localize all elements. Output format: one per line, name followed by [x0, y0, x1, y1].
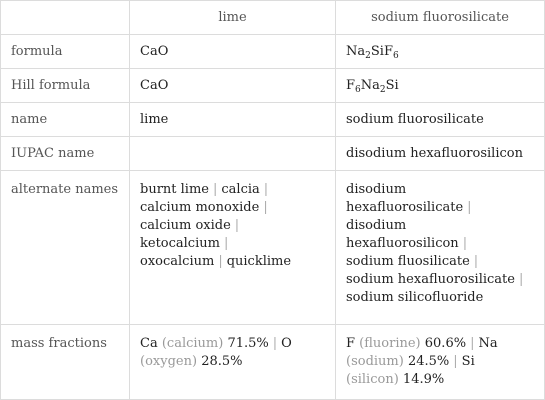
row-label-hill-formula: Hill formula — [1, 69, 130, 103]
separator: | — [473, 254, 479, 269]
lime-iupac-name — [130, 137, 336, 171]
element-symbol: O — [281, 336, 292, 351]
alt-name: sodium hexafluorosilicate — [346, 272, 515, 287]
element-symbol: Na — [478, 336, 498, 351]
row-label-mass-fractions: mass fractions — [1, 325, 130, 400]
element-symbol: F — [346, 336, 356, 351]
separator: | — [263, 182, 269, 197]
separator: | — [470, 336, 475, 351]
separator: | — [462, 236, 468, 251]
alt-name: disodium hexafluorosilicon — [346, 218, 459, 251]
element-symbol: Ca — [140, 336, 158, 351]
lime-name: lime — [130, 103, 336, 137]
sodium-alternate-names — [336, 171, 545, 325]
mass-fraction-value: 14.9% — [402, 372, 445, 387]
sodium-formula: $Na_2SiF_6$ — [336, 35, 545, 69]
element-name: (oxygen) — [140, 354, 198, 369]
alt-name: calcium monoxide — [140, 200, 260, 215]
lime-formula: CaO — [130, 35, 336, 69]
separator: | — [453, 354, 458, 369]
table-row — [1, 35, 545, 69]
sodium-mass-fractions — [336, 325, 545, 400]
table-row — [1, 171, 545, 325]
lime-mass-fractions — [130, 325, 336, 400]
mass-fraction-value: 28.5% — [201, 354, 243, 369]
separator: | — [223, 236, 229, 251]
corner-cell — [1, 1, 130, 35]
element-name: (silicon) — [346, 372, 399, 387]
lime-hill-formula: CaO — [130, 69, 336, 103]
sodium-name: sodium fluorosilicate — [336, 103, 545, 137]
table-row — [1, 69, 545, 103]
mass-fraction-value: 24.5% — [407, 354, 450, 369]
column-header-lime: lime — [130, 1, 336, 35]
alt-name: sodium fluosilicate — [346, 254, 470, 269]
table-row — [1, 103, 545, 137]
row-label-iupac-name: IUPAC name — [1, 137, 130, 171]
separator: | — [218, 254, 223, 269]
row-label-name: name — [1, 103, 130, 137]
element-name: (fluorine) — [359, 336, 421, 351]
separator: | — [467, 200, 472, 215]
separator: | — [212, 182, 218, 197]
mass-fraction-value: 60.6% — [424, 336, 467, 351]
alt-name: quicklime — [226, 254, 292, 269]
alt-name: calcia — [221, 182, 260, 197]
table-row — [1, 325, 545, 400]
alt-name: disodium hexafluorosilicate — [346, 182, 464, 215]
separator: | — [518, 272, 524, 287]
sodium-hill-formula: $F_6Na_2Si$ — [336, 69, 545, 103]
alt-name: calcium oxide — [140, 218, 231, 233]
separator: | — [272, 336, 278, 351]
element-name: (calcium) — [161, 336, 224, 351]
row-label-alternate-names: alternate names — [1, 171, 130, 325]
element-symbol: Si — [461, 354, 475, 369]
lime-alternate-names — [130, 171, 336, 325]
element-name: (sodium) — [346, 354, 404, 369]
alt-name: ketocalcium — [140, 236, 220, 251]
alt-name: sodium silicofluoride — [346, 290, 484, 305]
header-row — [1, 1, 545, 35]
column-header-sodium-fluorosilicate: sodium fluorosilicate — [336, 1, 545, 35]
sodium-iupac-name: disodium hexafluorosilicon — [336, 137, 545, 171]
separator: | — [263, 200, 268, 215]
alt-name: burnt lime — [140, 182, 209, 197]
table-row — [1, 137, 545, 171]
separator: | — [234, 218, 240, 233]
mass-fraction-value: 71.5% — [227, 336, 269, 351]
alt-name: oxocalcium — [140, 254, 215, 269]
row-label-formula: formula — [1, 35, 130, 69]
